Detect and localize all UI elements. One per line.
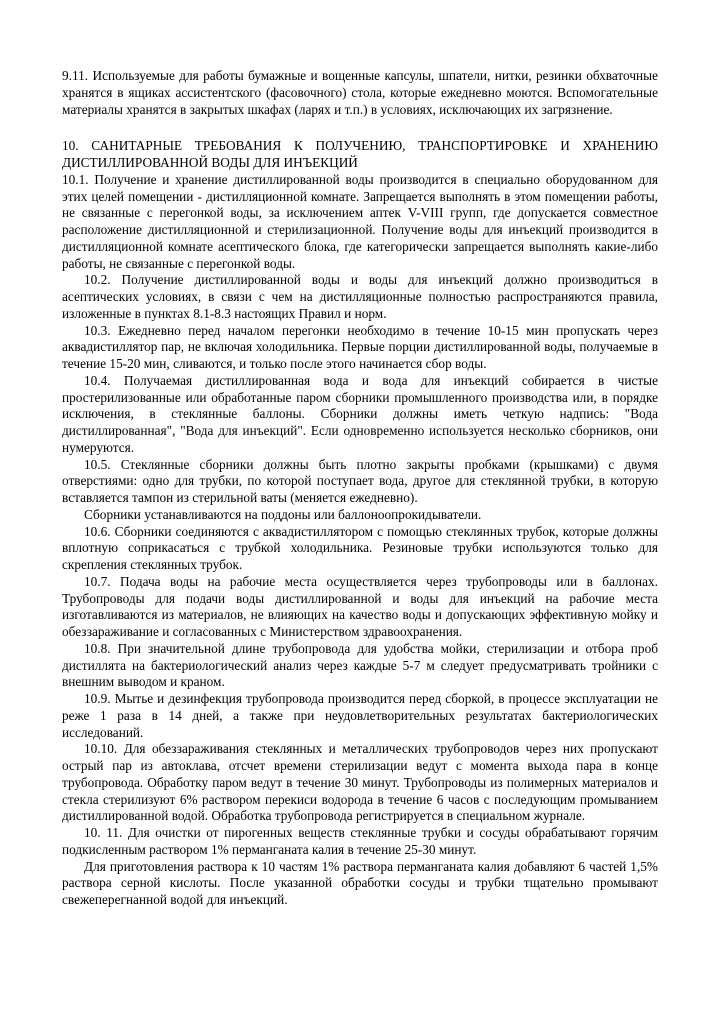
paragraph-10-7: 10.7. Подача воды на рабочие места осуществляется через трубопроводы или в баллонах. Трубопроводы для подачи воды дистиллированной и воды для инъекций на рабочие места изготавливаются из материалов, не влияющих на качество воды и допускающих эффективную мойку и обеззараживание и согласованных с Министерством здравоохранения. — [62, 573, 658, 639]
paragraph-10-9: 10.9. Мытье и дезинфекция трубопровода производится перед сборкой, в процессе эксплуатации не реже 1 раза в 14 дней, а также при неудовлетворительных результатах бактериологических исследований. — [62, 691, 658, 740]
paragraph-10-11: 10. 11. Для очистки от пирогенных веществ стеклянные трубки и сосуды обрабатывают горячим подкисленным раствором 1% перманганата калия в течение 25-30 минут. — [62, 825, 658, 857]
paragraph-10-5-note: Сборники устанавливаются на поддоны или баллоноопрокидыватели. — [84, 506, 482, 522]
paragraph-10-2: 10.2. Получение дистиллированной воды и воды для инъекций должно производиться в асептических условиях, в связи с чем на дистилляционные полностью распространяются правила, изложенные в пунктах 8.1-8.3 настоящих Правил и норм. — [62, 272, 658, 321]
paragraph-10-3: 10.3. Ежедневно перед началом перегонки необходимо в течение 10-15 мин пропускать через аквадистиллятор пар, не включая холодильника. Первые порции дистиллированной воды, получаемые в течение 15-20 мин, сливаются, и только после этого начинается сбор воды. — [62, 322, 658, 371]
paragraph-9-11-text: 9.11. Используемые для работы бумажные и вощенные капсулы, шпатели, нитки, резинки обхваточные хранятся в ящиках ассистентского (фасовочного) стола, которые ежедневно моются. Вспомогательные материалы хранятся в закрытых шкафах (ларях и т.п.) в условиях, исключающих их загрязнение. — [62, 68, 658, 117]
section-10-heading: 10. САНИТАРНЫЕ ТРЕБОВАНИЯ К ПОЛУЧЕНИЮ, ТРАНСПОРТИРОВКЕ И ХРАНЕНИЮ ДИСТИЛЛИРОВАННОЙ ВОДЫ ДЛЯ ИНЪЕКЦИЙ — [62, 138, 658, 170]
paragraph-10-5: 10.5. Стеклянные сборники должны быть плотно закрыты пробками (крышками) с двумя отверстиями: одно для трубки, по которой поступает вода, другое для стеклянной трубки, в которую вставляется тампон из стерильной ваты (меняется ежедневно). — [62, 456, 658, 505]
paragraph-10-11-note: Для приготовления раствора к 10 частям 1% раствора перманганата калия добавляют 6 частей 1,5% раствора серной кислоты. После указанной обработки сосуды и трубки тщательно промывают свежеперегнанной водой для инъекций. — [62, 858, 658, 907]
paragraph-10-6: 10.6. Сборники соединяются с аквадистиллятором с помощью стеклянных трубок, которые должны вплотную соприкасаться с трубкой холодильника. Резиновые трубки используются только для скрепления стеклянных трубок. — [62, 523, 658, 572]
paragraph-10-4: 10.4. Получаемая дистиллированная вода и вода для инъекций собирается в чистые простерилизованные или обработанные паром сборники промышленного производства или, в порядке исключения, в стеклянные баллоны. Сборники должны иметь четкую надпись: "Вода дистиллированная", "Вода для инъекций". Если одновременно используется несколько сборников, они нумеруются. — [62, 372, 658, 455]
paragraph-10-1: 10.1. Получение и хранение дистиллированной воды производится в специально оборудованном для этих целей помещении - дистилляционной комнате. Запрещается выполнять в этом помещении работы, не связанные с перегонкой воды, за исключением аптек V-VIII групп, где допускается совместное расположение дистилляционной и стерилизационной. Получение воды для инъекций производится в дистилляционной комнате асептического блока, где категорически запрещается выполнять какие-либо работы, не связанные с перегонкой воды. — [62, 171, 658, 271]
paragraph-10-10: 10.10. Для обеззараживания стеклянных и металлических трубопроводов через них пропускают острый пар из автоклава, отсчет времени стерилизации ведут с момента выхода пара в конце трубопровода. Обработку паром ведут в течение 30 минут. Трубопроводы из полимерных материалов и стекла стерилизуют 6% раствором перекиси водорода в течение 6 часов с последующим промыванием дистиллированной водой. Обработка трубопровода регистрируется в специальном журнале. — [62, 741, 658, 824]
paragraph-10-8: 10.8. При значительной длине трубопровода для удобства мойки, стерилизации и отбора проб дистиллята на бактериологический анализ через каждые 5-7 м следует предусматривать тройники с внешним выводом и краном. — [62, 640, 658, 690]
paragraph-9-11 — [62, 68, 658, 118]
